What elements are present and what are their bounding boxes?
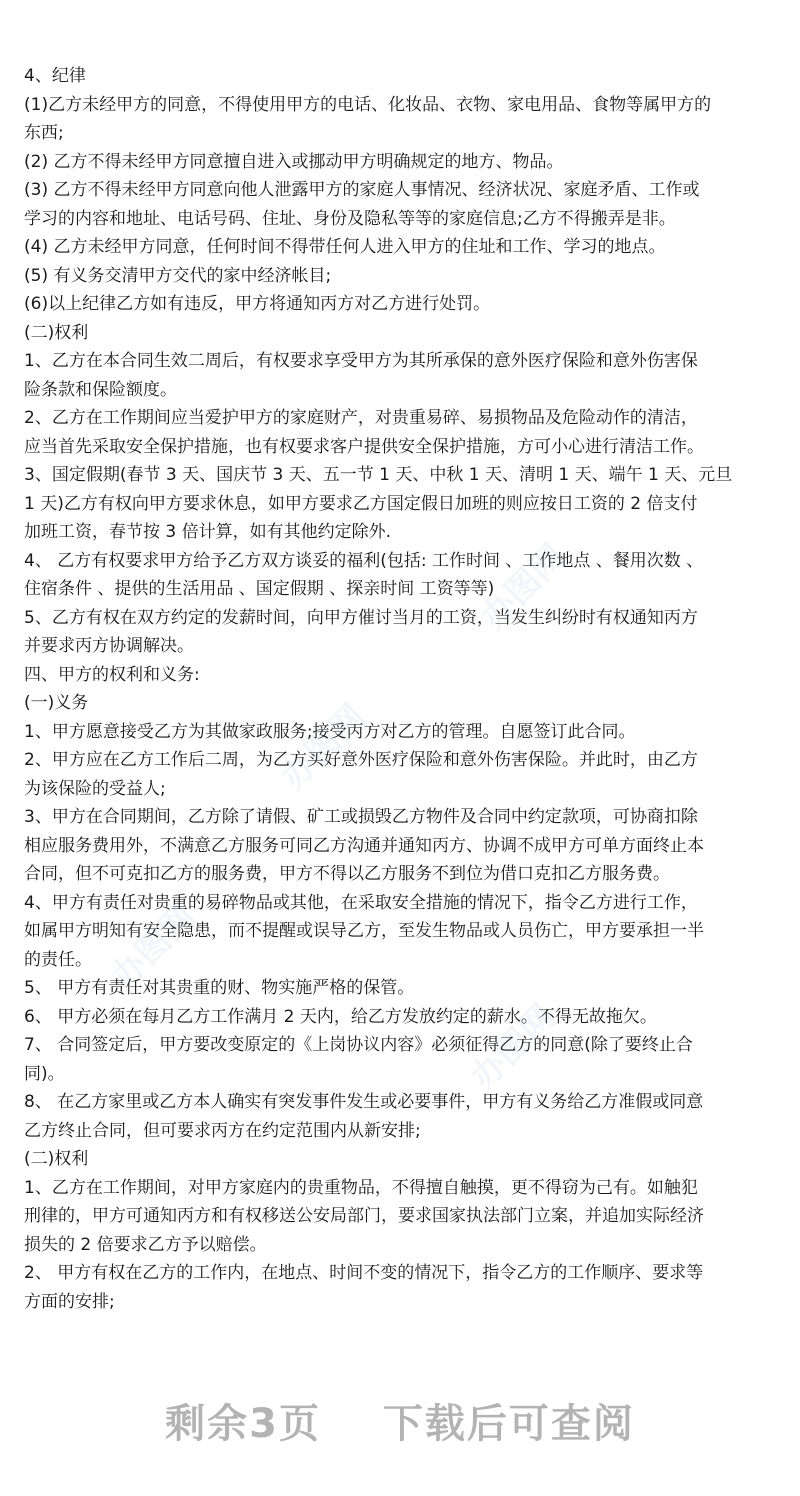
document-line: 的责任。 [24, 949, 92, 970]
document-line: 四、甲方的权利和义务: [24, 664, 200, 685]
document-line: (6)以上纪律乙方如有违反，甲方将通知丙方对乙方进行处罚。 [24, 294, 491, 314]
watermark: 办图网 [103, 896, 204, 998]
document-line: 4、纪律 [24, 66, 86, 86]
document-line: 1、甲方愿意接受乙方为其做家政服务;接受丙方对乙方的管理。自愿签订此合同。 [24, 721, 636, 742]
document-line: 加班工资，春节按 3 倍计算，如有其他约定除外. [24, 522, 392, 542]
document-line: 3、国定假期(春节 3 天、国庆节 3 天、五一节 1 天、中秋 1 天、清明 1 天、端午 1 天、元旦 [24, 465, 733, 485]
document-line: 6、 甲方必须在每月乙方工作满月 2 天内，给乙方发放约定的薪水。不得无故拖欠。 [24, 1006, 657, 1027]
document-line: 5、乙方有权在双方约定的发薪时间，向甲方催讨当月的工资，当发生纠纷时有权通知丙方 [24, 607, 698, 628]
document-line: 5、 甲方有责任对其贵重的财、物实施严格的保管。 [24, 978, 415, 998]
document-line: 1、乙方在工作期间，对甲方家庭内的贵重物品，不得擅自触摸，更不得窃为己有。如触犯 [24, 1177, 698, 1198]
document-line: 损失的 2 倍要求乙方予以赔偿。 [24, 1234, 267, 1255]
document-line: (3) 乙方不得未经甲方同意向他人泄露甲方的家庭人事情况、经济状况、家庭矛盾、工作或 [24, 180, 700, 200]
document-line: 应当首先采取安全保护措施，也有权要求客户提供安全保护措施，方可小心进行清洁工作。 [24, 436, 704, 457]
document-line: 刑律的，甲方可通知丙方和有权移送公安局部门，要求国家执法部门立案，并追加实际经济 [24, 1206, 704, 1226]
download-prompt-label: 下载后可查阅 [382, 1401, 635, 1447]
watermark: 办图网 [273, 696, 374, 798]
document-line: 2、甲方应在乙方工作后二周，为乙方买好意外医疗保险和意外伤害保险。并此时，由乙方 [24, 750, 698, 770]
document-line: 8、 在乙方家里或乙方本人确实有突发事件发生或必要事件，甲方有义务给乙方准假或同意 [24, 1092, 704, 1112]
document-line: 东西; [24, 123, 64, 143]
document-line: 7、 合同签定后，甲方要改变原定的《上岗协议内容》必须征得乙方的同意(除了要终止合 [24, 1035, 693, 1055]
document-line: 险条款和保险额度。 [24, 379, 177, 400]
document-line: (5) 有义务交清甲方交代的家中经济帐目; [24, 265, 332, 286]
document-line: 3、甲方在合同期间，乙方除了请假、矿工或损毁乙方物件及合同中约定款项，可协商扣除 [24, 807, 698, 827]
document-line: 1、乙方在本合同生效二周后，有权要求享受甲方为其所承保的意外医疗保险和意外伤害保 [24, 351, 698, 371]
document-body [24, 62, 776, 1316]
document-line: 如属甲方明知有安全隐患，而不提醒或误导乙方，至发生物品或人员伤亡，甲方要承担一半 [24, 921, 704, 941]
clipped-previous-line [24, 0, 776, 4]
document-line: 合同，但不可克扣乙方的服务费，甲方不得以乙方服务不到位为借口克扣乙方服务费。 [24, 864, 670, 884]
document-line: 住宿条件 、提供的生活用品 、国定假期 、探亲时间 工资等等) [24, 579, 495, 599]
document-line: 1 天)乙方有权向甲方要求休息，如甲方要求乙方国定假日加班的则应按日工资的 2 倍支付 [24, 493, 698, 514]
document-line: 方面的安排; [24, 1291, 115, 1312]
document-line: 学习的内容和地址、电话号码、住址、身份及隐私等等的家庭信息;乙方不得搬弄是非。 [24, 208, 676, 229]
watermark: 办图网 [463, 996, 564, 1098]
document-line: 为该保险的受益人; [24, 778, 166, 799]
document-line: (2) 乙方不得未经甲方同意擅自进入或挪动甲方明确规定的地方、物品。 [24, 151, 564, 172]
document-line: (一)义务 [24, 693, 89, 713]
document-line: (二)权利 [24, 322, 89, 343]
document-line: (4) 乙方未经甲方同意，任何时间不得带任何人进入甲方的住址和工作、学习的地点。 [24, 237, 666, 257]
document-line: 4、甲方有责任对贵重的易碎物品或其他，在采取安全措施的情况下，指令乙方进行工作， [24, 892, 698, 913]
watermark: 办图网 [473, 536, 574, 638]
document-line: (二)权利 [24, 1149, 89, 1169]
document-line: 4、 乙方有权要求甲方给予乙方双方谈妥的福利(包括: 工作时间 、工作地点 、餐用次数 、 [24, 550, 704, 571]
document-line: (1)乙方未经甲方的同意，不得使用甲方的电话、化妆品、衣物、家电用品、食物等属甲方的 [24, 94, 712, 115]
document-line: 并要求丙方协调解决。 [24, 636, 194, 656]
document-line: 相应服务费用外，不满意乙方服务可同乙方沟通并通知丙方、协调不成甲方可单方面终止本 [24, 835, 704, 856]
document-line: 2、乙方在工作期间应当爱护甲方的家庭财产，对贵重易碎、易损物品及危险动作的清洁， [24, 408, 698, 428]
download-banner[interactable] [0, 1392, 800, 1449]
remaining-pages-label: 剩余3页 [165, 1401, 321, 1447]
document-line: 乙方终止合同，但可要求丙方在约定范围内从新安排; [24, 1120, 421, 1141]
document-line: 同)。 [24, 1063, 65, 1084]
document-line: 2、 甲方有权在乙方的工作内，在地点、时间不变的情况下，指令乙方的工作顺序、要求等 [24, 1263, 704, 1283]
